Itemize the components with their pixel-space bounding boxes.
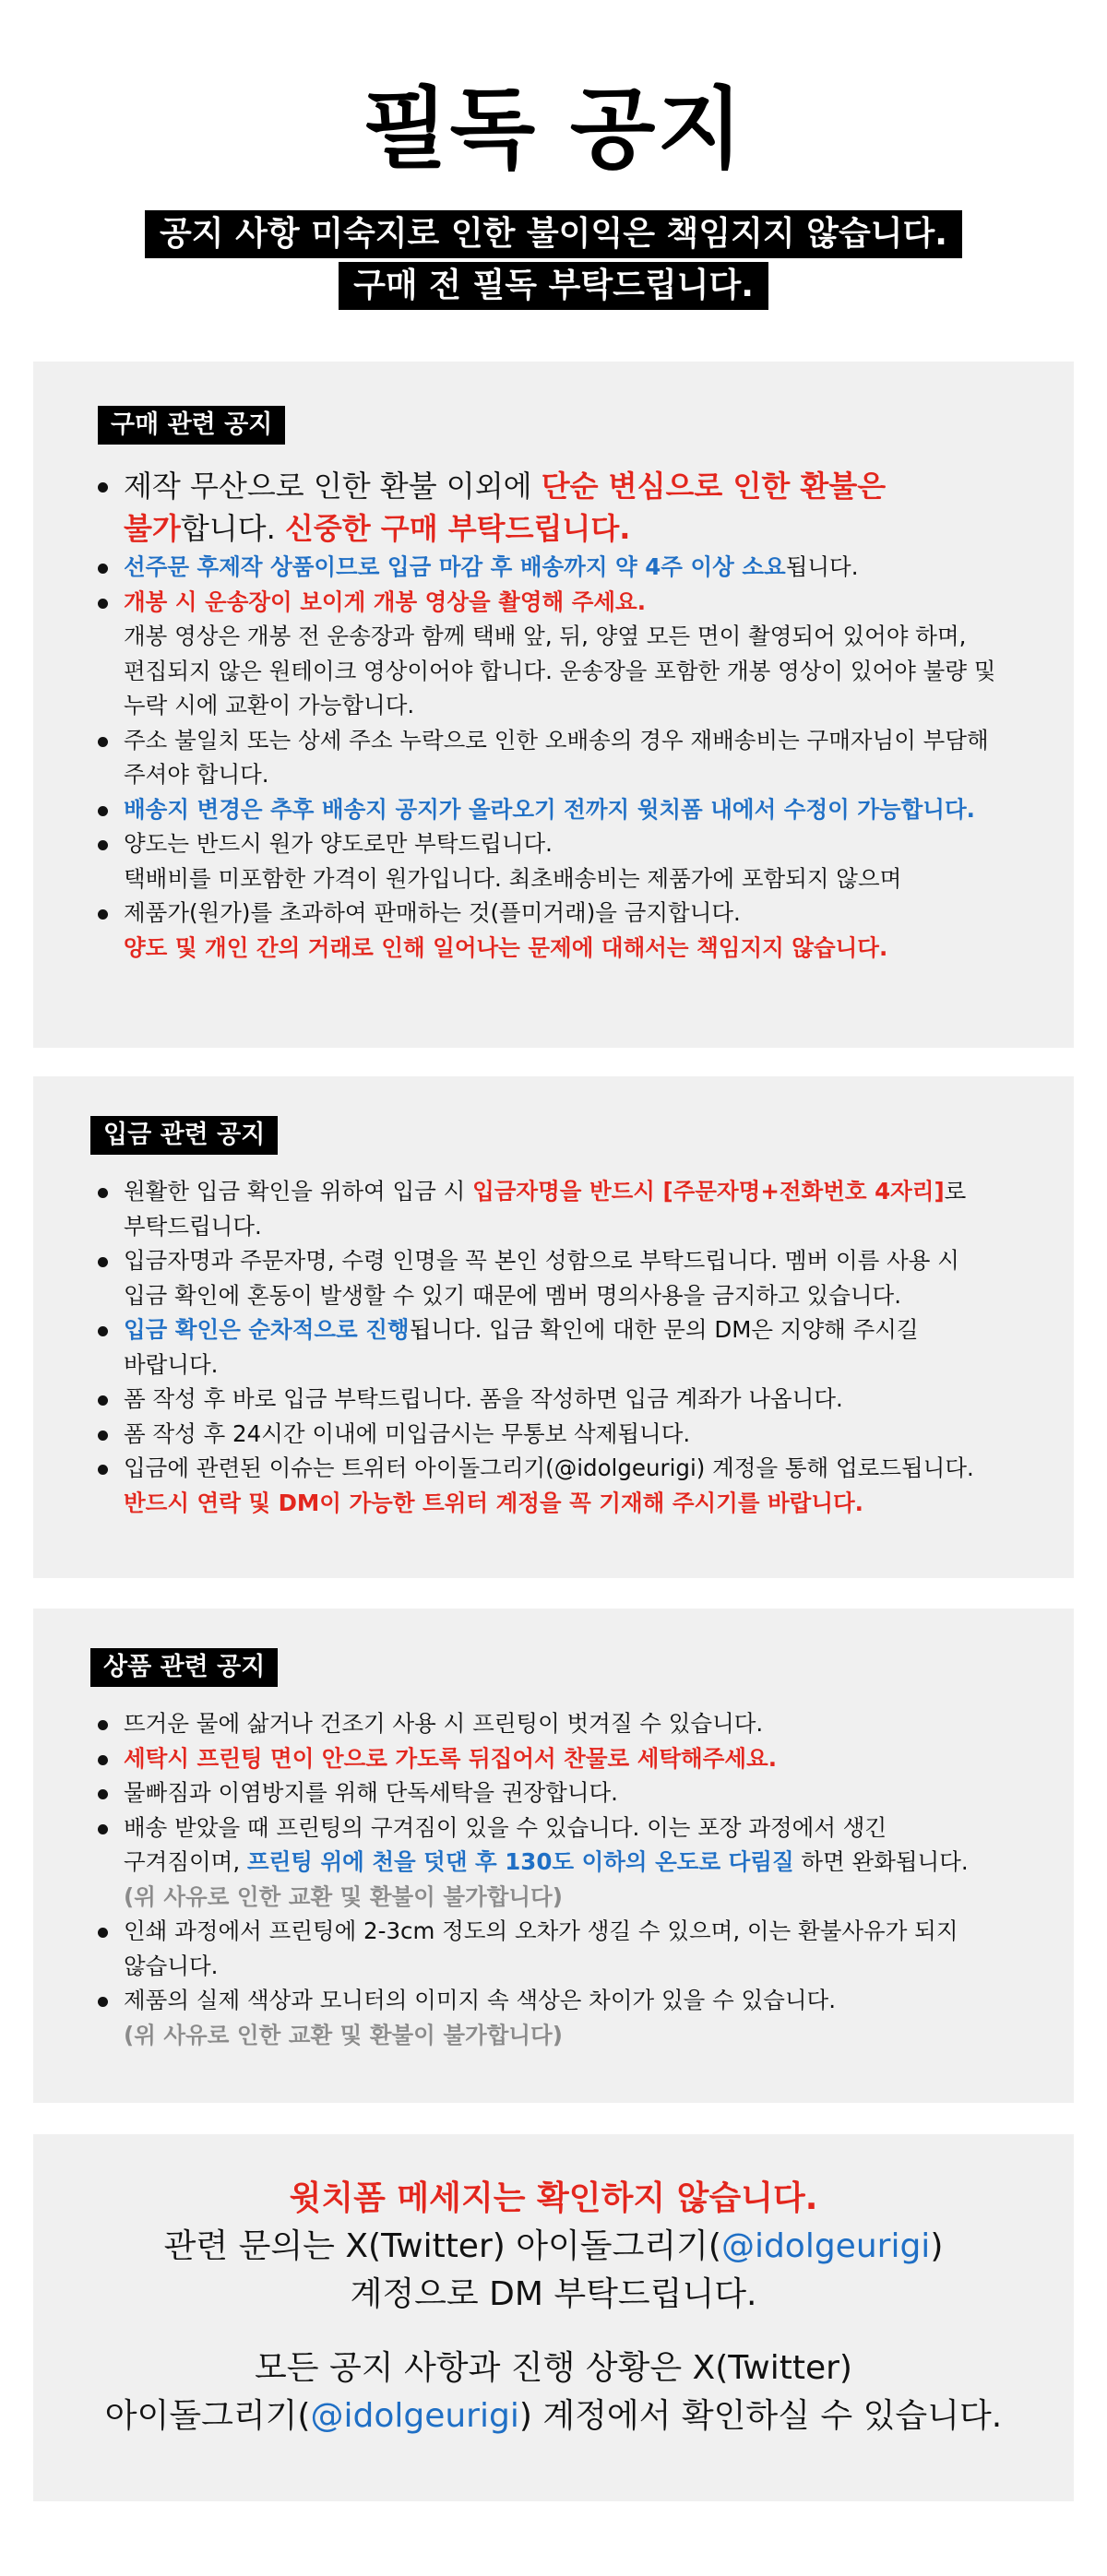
bullet-icon (98, 1465, 108, 1475)
list-item: 제품가(원가)를 초과하여 판매하는 것(플미거래)을 금지합니다. 양도 및 개인 간의 거래로 인해 일어나는 문제에 대해서는 책임지지 않습니다. (98, 896, 1030, 965)
contact-notice-section (33, 2134, 1074, 2501)
section-tag: 구매 관련 공지 (98, 406, 285, 445)
bullet-icon (98, 737, 108, 747)
list-item: 주소 불일치 또는 상세 주소 누락으로 인한 오배송의 경우 재배송비는 구매자님이 부담해 주셔야 합니다. (98, 723, 1030, 792)
twitter-handle-link[interactable]: @idolgeurigi (310, 2397, 519, 2435)
banner-line-1: 공지 사항 미숙지로 인한 불이익은 책임지지 않습니다. (145, 210, 962, 258)
bullet-icon (98, 1326, 108, 1336)
bullet-icon (98, 1395, 108, 1406)
twitter-handle-link[interactable]: @idolgeurigi (720, 2227, 931, 2265)
bullet-icon (98, 1997, 108, 2007)
notice-list (98, 465, 1030, 965)
bullet-icon (98, 1789, 108, 1799)
list-item: 배송지 변경은 추후 배송지 공지가 올라오기 전까지 윗치폼 내에서 수정이 가능합니다. (98, 792, 1030, 827)
status-line-2: 아이돌그리기(@idolgeurigi) 계정에서 확인하실 수 있습니다. (104, 2397, 1003, 2435)
bullet-icon (98, 564, 108, 574)
purchase-notice-section (33, 362, 1074, 1048)
list-item: 양도는 반드시 원가 양도로만 부탁드립니다. 택배비를 미포함한 가격이 원가입니다. 최초배송비는 제품가에 포함되지 않으며 (98, 826, 1030, 896)
contact-line: 관련 문의는 X(Twitter) 아이돌그리기(@idolgeurigi) (163, 2227, 944, 2265)
contact-line-2: 계정으로 DM 부탁드립니다. (350, 2275, 757, 2313)
list-item: 선주문 후제작 상품이므로 입금 마감 후 배송까지 약 4주 이상 소요됩니다. (98, 550, 1030, 585)
list-item: 물빠짐과 이염방지를 위해 단독세탁을 권장합니다. (98, 1775, 1030, 1810)
bullet-icon (98, 1257, 108, 1267)
bullet-icon (98, 1824, 108, 1834)
list-item: 세탁시 프린팅 면이 안으로 가도록 뒤집어서 찬물로 세탁해주세요. (98, 1741, 1030, 1776)
contact-message (33, 2175, 1074, 2440)
bullet-icon (98, 1720, 108, 1730)
bullet-icon (98, 909, 108, 920)
product-notice-section (33, 1609, 1074, 2103)
spacer (33, 2319, 1074, 2345)
warning-banner (0, 210, 1107, 314)
bullet-icon (98, 840, 108, 850)
status-line-1: 모든 공지 사항과 진행 상황은 X(Twitter) (255, 2349, 852, 2387)
bullet-icon (98, 1928, 108, 1938)
page-title: 필독 공지 (362, 77, 745, 181)
bullet-icon (98, 599, 108, 609)
list-item: 입금에 관련된 이슈는 트위터 아이돌그리기(@idolgeurigi) 계정을 통해 업로드됩니다. 반드시 연락 및 DM이 가능한 트위터 계정을 꼭 기재해 주시기를 바랍니다. (98, 1451, 1030, 1520)
bullet-icon (98, 482, 108, 493)
deposit-notice-section (33, 1076, 1074, 1578)
list-item: 개봉 시 운송장이 보이게 개봉 영상을 촬영해 주세요. 개봉 영상은 개봉 전 운송장과 함께 택배 앞, 뒤, 양옆 모든 면이 촬영되어 있어야 하며, 편집되지 않은 원테이크 영상이어야 합니다. 운송장을 포함한 개봉 영상이 있어야 불량 및 누락 시에 교환이 가능합니다. (98, 585, 1030, 723)
notice-list (98, 1706, 1030, 2052)
no-message-check-notice: 윗치폼 메세지는 확인하지 않습니다. (289, 2179, 818, 2217)
list-item: 폼 작성 후 24시간 이내에 미입금시는 무통보 삭제됩니다. (98, 1417, 1030, 1452)
list-item: 입금자명과 주문자명, 수령 인명을 꼭 본인 성함으로 부탁드립니다. 멤버 이름 사용 시 입금 확인에 혼동이 발생할 수 있기 때문에 멤버 명의사용을 금지하고 있습니다. (98, 1243, 1030, 1312)
bullet-icon (98, 1188, 108, 1198)
section-tag: 입금 관련 공지 (90, 1116, 278, 1155)
notice-list (98, 1174, 1030, 1520)
bullet-icon (98, 1430, 108, 1441)
banner-line-2: 구매 전 필독 부탁드립니다. (339, 262, 768, 310)
bullet-icon (98, 1755, 108, 1765)
bullet-icon (98, 806, 108, 816)
list-item: 제작 무산으로 인한 환불 이외에 단순 변심으로 인한 환불은 불가합니다. 신중한 구매 부탁드립니다. (98, 465, 1030, 550)
list-item: 인쇄 과정에서 프린팅에 2-3cm 정도의 오차가 생길 수 있으며, 이는 환불사유가 되지 않습니다. (98, 1914, 1030, 1983)
list-item: 배송 받았을 때 프린팅의 구겨짐이 있을 수 있습니다. 이는 포장 과정에서 생긴 구겨짐이며, 프린팅 위에 천을 덧댄 후 130도 이하의 온도로 다림질 하면 완화됩니다. (위 사유로 인한 교환 및 환불이 불가합니다) (98, 1810, 1030, 1915)
list-item: 원활한 입금 확인을 위하여 입금 시 입금자명을 반드시 [주문자명+전화번호 4자리]로 부탁드립니다. (98, 1174, 1030, 1243)
list-item: 폼 작성 후 바로 입금 부탁드립니다. 폼을 작성하면 입금 계좌가 나옵니다. (98, 1382, 1030, 1417)
list-item: 뜨거운 물에 삶거나 건조기 사용 시 프린팅이 벗겨질 수 있습니다. (98, 1706, 1030, 1741)
section-tag: 상품 관련 공지 (90, 1648, 278, 1687)
list-item: 입금 확인은 순차적으로 진행됩니다. 입금 확인에 대한 문의 DM은 지양해 주시길 바랍니다. (98, 1312, 1030, 1382)
list-item: 제품의 실제 색상과 모니터의 이미지 속 색상은 차이가 있을 수 있습니다. (위 사유로 인한 교환 및 환불이 불가합니다) (98, 1983, 1030, 2052)
